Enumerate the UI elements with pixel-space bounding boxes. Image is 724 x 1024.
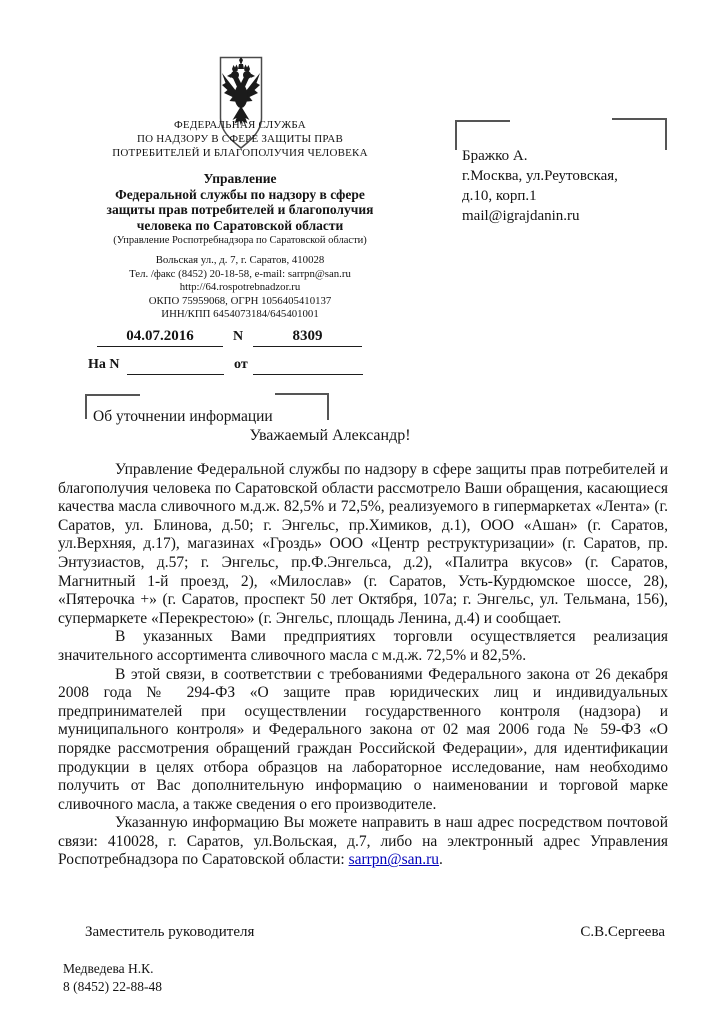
department-line: Федеральной службы по надзору в сфере (115, 186, 365, 202)
reply-date-blank (253, 374, 363, 375)
letter-body (58, 461, 668, 870)
body-paragraph-2: В указанных Вами предприятиях торговли осуществляется реализация значительного ассортимента сливочного масла с м.д.ж. 72,5% и 82,5%. (58, 628, 668, 664)
letter-date: 04.07.2016 (126, 328, 194, 344)
recipient-name: Бражко А. (462, 148, 528, 164)
department-alt-name: (Управление Роспотребнадзора по Саратовской области) (113, 235, 367, 246)
contact-phone-email: Тел. /факс (8452) 20-18-58, e-mail: sarrpn@san.ru (129, 267, 351, 280)
reply-number-blank (127, 374, 224, 375)
department-line: человека по Саратовской области (136, 217, 344, 233)
agency-name-line: ФЕДЕРАЛЬНАЯ СЛУЖБА (174, 119, 306, 131)
subject-line: Об уточнении информации (93, 408, 273, 425)
executor-phone: 8 (8452) 22-88-48 (63, 979, 162, 994)
recipient-email: mail@igrajdanin.ru (462, 208, 580, 224)
body-paragraph-1: Управление Федеральной службы по надзору в сфере защиты прав потребителей и благополучия человека по Саратовской области рассмотрело Ваши обращения, касающиеся качества масла сливочного м.д.ж. 82,5% и 72,5%, реализуемого в гипермаркетах «Лента» (г. Саратов, ул. Блинова, д.50; г. Энгельс, пр.Химиков, д.1), ООО «Ашан» (г. Саратов, ул.Верхняя, д.17), магазинах «Гроздь» ООО «Центр реструктуризации» (г. Саратов, пр. Энтузиастов, д.57; г. Энгельс, пр.Ф.Энгельса, д.2), «Палитра вкусов» (г. Саратов, Магнитный 1-й проезд, 2), «Милослав» (г. Саратов, Усть-Курдюмское шоссе, 28), «Пятерочка +» (г. Саратов, проспект 50 лет Октября, 107а; г. Энгельс, ул. Тельмана, 156), супермаркете «Перекрестою» (г. Энгельс, площадь Ленина, д.4) и сообщает. (58, 461, 668, 627)
agency-name-line: ПОТРЕБИТЕЛЕЙ И БЛАГОПОЛУЧИЯ ЧЕЛОВЕКА (112, 147, 368, 159)
reply-from-label: от (234, 357, 248, 372)
contact-website: http://64.rospotrebnadzor.ru (179, 281, 301, 293)
executor-block (63, 960, 162, 996)
department-line: Управление (203, 171, 277, 186)
letter-number: 8309 (292, 328, 323, 344)
body-paragraph-4 (58, 814, 668, 870)
contact-okpo-ogrn: ОКПО 75959068, ОГРН 1056405410137 (148, 294, 332, 307)
number-label: N (233, 329, 244, 344)
body-paragraph-4-period: . (439, 851, 443, 869)
recipient-city-street: г.Москва, ул.Реутовская, (462, 168, 618, 184)
department-line: защиты прав потребителей и благополучия (106, 202, 374, 217)
signer-name: С.В.Сергеева (580, 924, 665, 940)
recipient-house: д.10, корп.1 (462, 188, 537, 204)
number-underline (253, 346, 362, 347)
contact-block (95, 254, 385, 322)
letterhead (95, 118, 385, 322)
body-paragraph-4-text: Указанную информацию Вы можете направить в наш адрес посредством почтовой связи: 410028, г. Саратов, ул.Вольская, д.7, либо на электронный адрес Управления Роспотребнадзора по Саратовской области: (58, 814, 668, 869)
agency-name-line: ПО НАДЗОРУ В СФЕРЕ ЗАЩИТЫ ПРАВ (136, 133, 344, 145)
executor-name: Медведева Н.К. (63, 961, 154, 976)
email-link[interactable]: sarrpn@san.ru (348, 851, 440, 869)
signature-row (85, 924, 665, 941)
subject-zone-corner-mark-right (275, 393, 329, 420)
body-paragraph-3: В этой связи, в соответствии с требованиями Федерального закона от 26 декабря 2008 года № 294-ФЗ «О защите прав юридических лиц и индивидуальных предпринимателей при осуществлении государственного контроля (надзора) и муниципального контроля» и Федерального закона от 02 мая 2006 года № 59-ФЗ «О порядке рассмотрения обращений граждан Российской Федерации», для идентификации продукции в целях отбора образцов на лабораторное исследование, нам необходимо получить от Вас дополнительную информацию о наименовании и торговой марке сливочного масла, а также сведения о его производителе. (58, 665, 668, 813)
recipient-block (462, 146, 618, 226)
signer-position: Заместитель руководителя (85, 924, 255, 940)
contact-address: Вольская ул., д. 7, г. Саратов, 410028 (155, 254, 325, 266)
salutation: Уважаемый Александр! (249, 427, 411, 444)
contact-inn-kpp: ИНН/КПП 6454073184/645401001 (161, 308, 319, 320)
recipient-zone-corner-mark-right (612, 118, 667, 150)
department-name (95, 171, 385, 233)
reply-to-label: На N (88, 357, 120, 372)
date-underline (97, 346, 223, 347)
